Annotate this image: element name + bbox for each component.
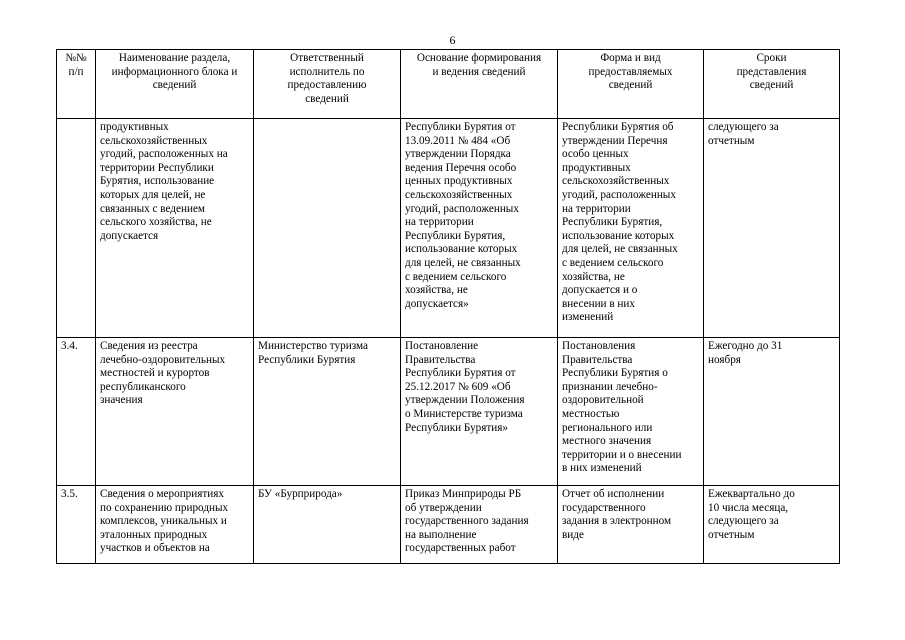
cell-section-name: Сведения из реестра лечебно-оздоровительных местностей и курортов республиканского значения	[96, 338, 254, 486]
page-number: 6	[449, 33, 456, 47]
table-header-row	[57, 50, 840, 119]
cell-deadline: следующего за отчетным	[704, 119, 840, 338]
header-basis: Основание формирования и ведения сведений	[401, 50, 558, 119]
cell-basis: Постановление Правительства Республики Бурятия от 25.12.2017 № 609 «Об утверждении Положения о Министерстве туризма Республики Бурятия»	[401, 338, 558, 486]
table-row	[57, 486, 840, 564]
cell-deadline: Ежеквартально до 10 числа месяца, следующего за отчетным	[704, 486, 840, 564]
cell-responsible-executor: Министерство туризма Республики Бурятия	[254, 338, 401, 486]
table-row	[57, 338, 840, 486]
cell-form: Республики Бурятия об утверждении Перечня особо ценных продуктивных сельскохозяйственных угодий, расположенных на территории Республики Бурятия, использование которых для целей, не связанных с ведением сельского хозяйства, не допускается и о внесении в них изменений	[558, 119, 704, 338]
table-row	[57, 119, 840, 338]
header-form: Форма и вид предоставляемых сведений	[558, 50, 704, 119]
cell-number	[57, 119, 96, 338]
cell-responsible-executor: БУ «Бурприрода»	[254, 486, 401, 564]
information-table	[56, 49, 840, 564]
cell-basis: Республики Бурятия от 13.09.2011 № 484 «Об утверждении Порядка ведения Перечня особо ценных продуктивных сельскохозяйственных угодий, расположенных на территории Республики Бурятия, использование которых для целей, не связанных с ведением сельского хозяйства, не допускается»	[401, 119, 558, 338]
cell-deadline: Ежегодно до 31 ноября	[704, 338, 840, 486]
cell-section-name: продуктивных сельскохозяйственных угодий, расположенных на территории Республики Бурятия, использование которых для целей, не связанных с ведением сельского хозяйства, не допускается	[96, 119, 254, 338]
header-deadline: Сроки представления сведений	[704, 50, 840, 119]
header-responsible-executor: Ответственный исполнитель по предоставлению сведений	[254, 50, 401, 119]
cell-number: 3.5.	[57, 486, 96, 564]
header-section-name: Наименование раздела, информационного блока и сведений	[96, 50, 254, 119]
cell-form: Постановления Правительства Республики Бурятия о признании лечебно- оздоровительной местностью регионального или местного значения территории и о внесении в них изменений	[558, 338, 704, 486]
cell-responsible-executor	[254, 119, 401, 338]
cell-section-name: Сведения о мероприятиях по сохранению природных комплексов, уникальных и эталонных природных участков и объектов на	[96, 486, 254, 564]
cell-basis: Приказ Минприроды РБ об утверждении государственного задания на выполнение государственных работ	[401, 486, 558, 564]
cell-number: 3.4.	[57, 338, 96, 486]
header-number: №№ п/п	[57, 50, 96, 119]
cell-form: Отчет об исполнении государственного задания в электронном виде	[558, 486, 704, 564]
